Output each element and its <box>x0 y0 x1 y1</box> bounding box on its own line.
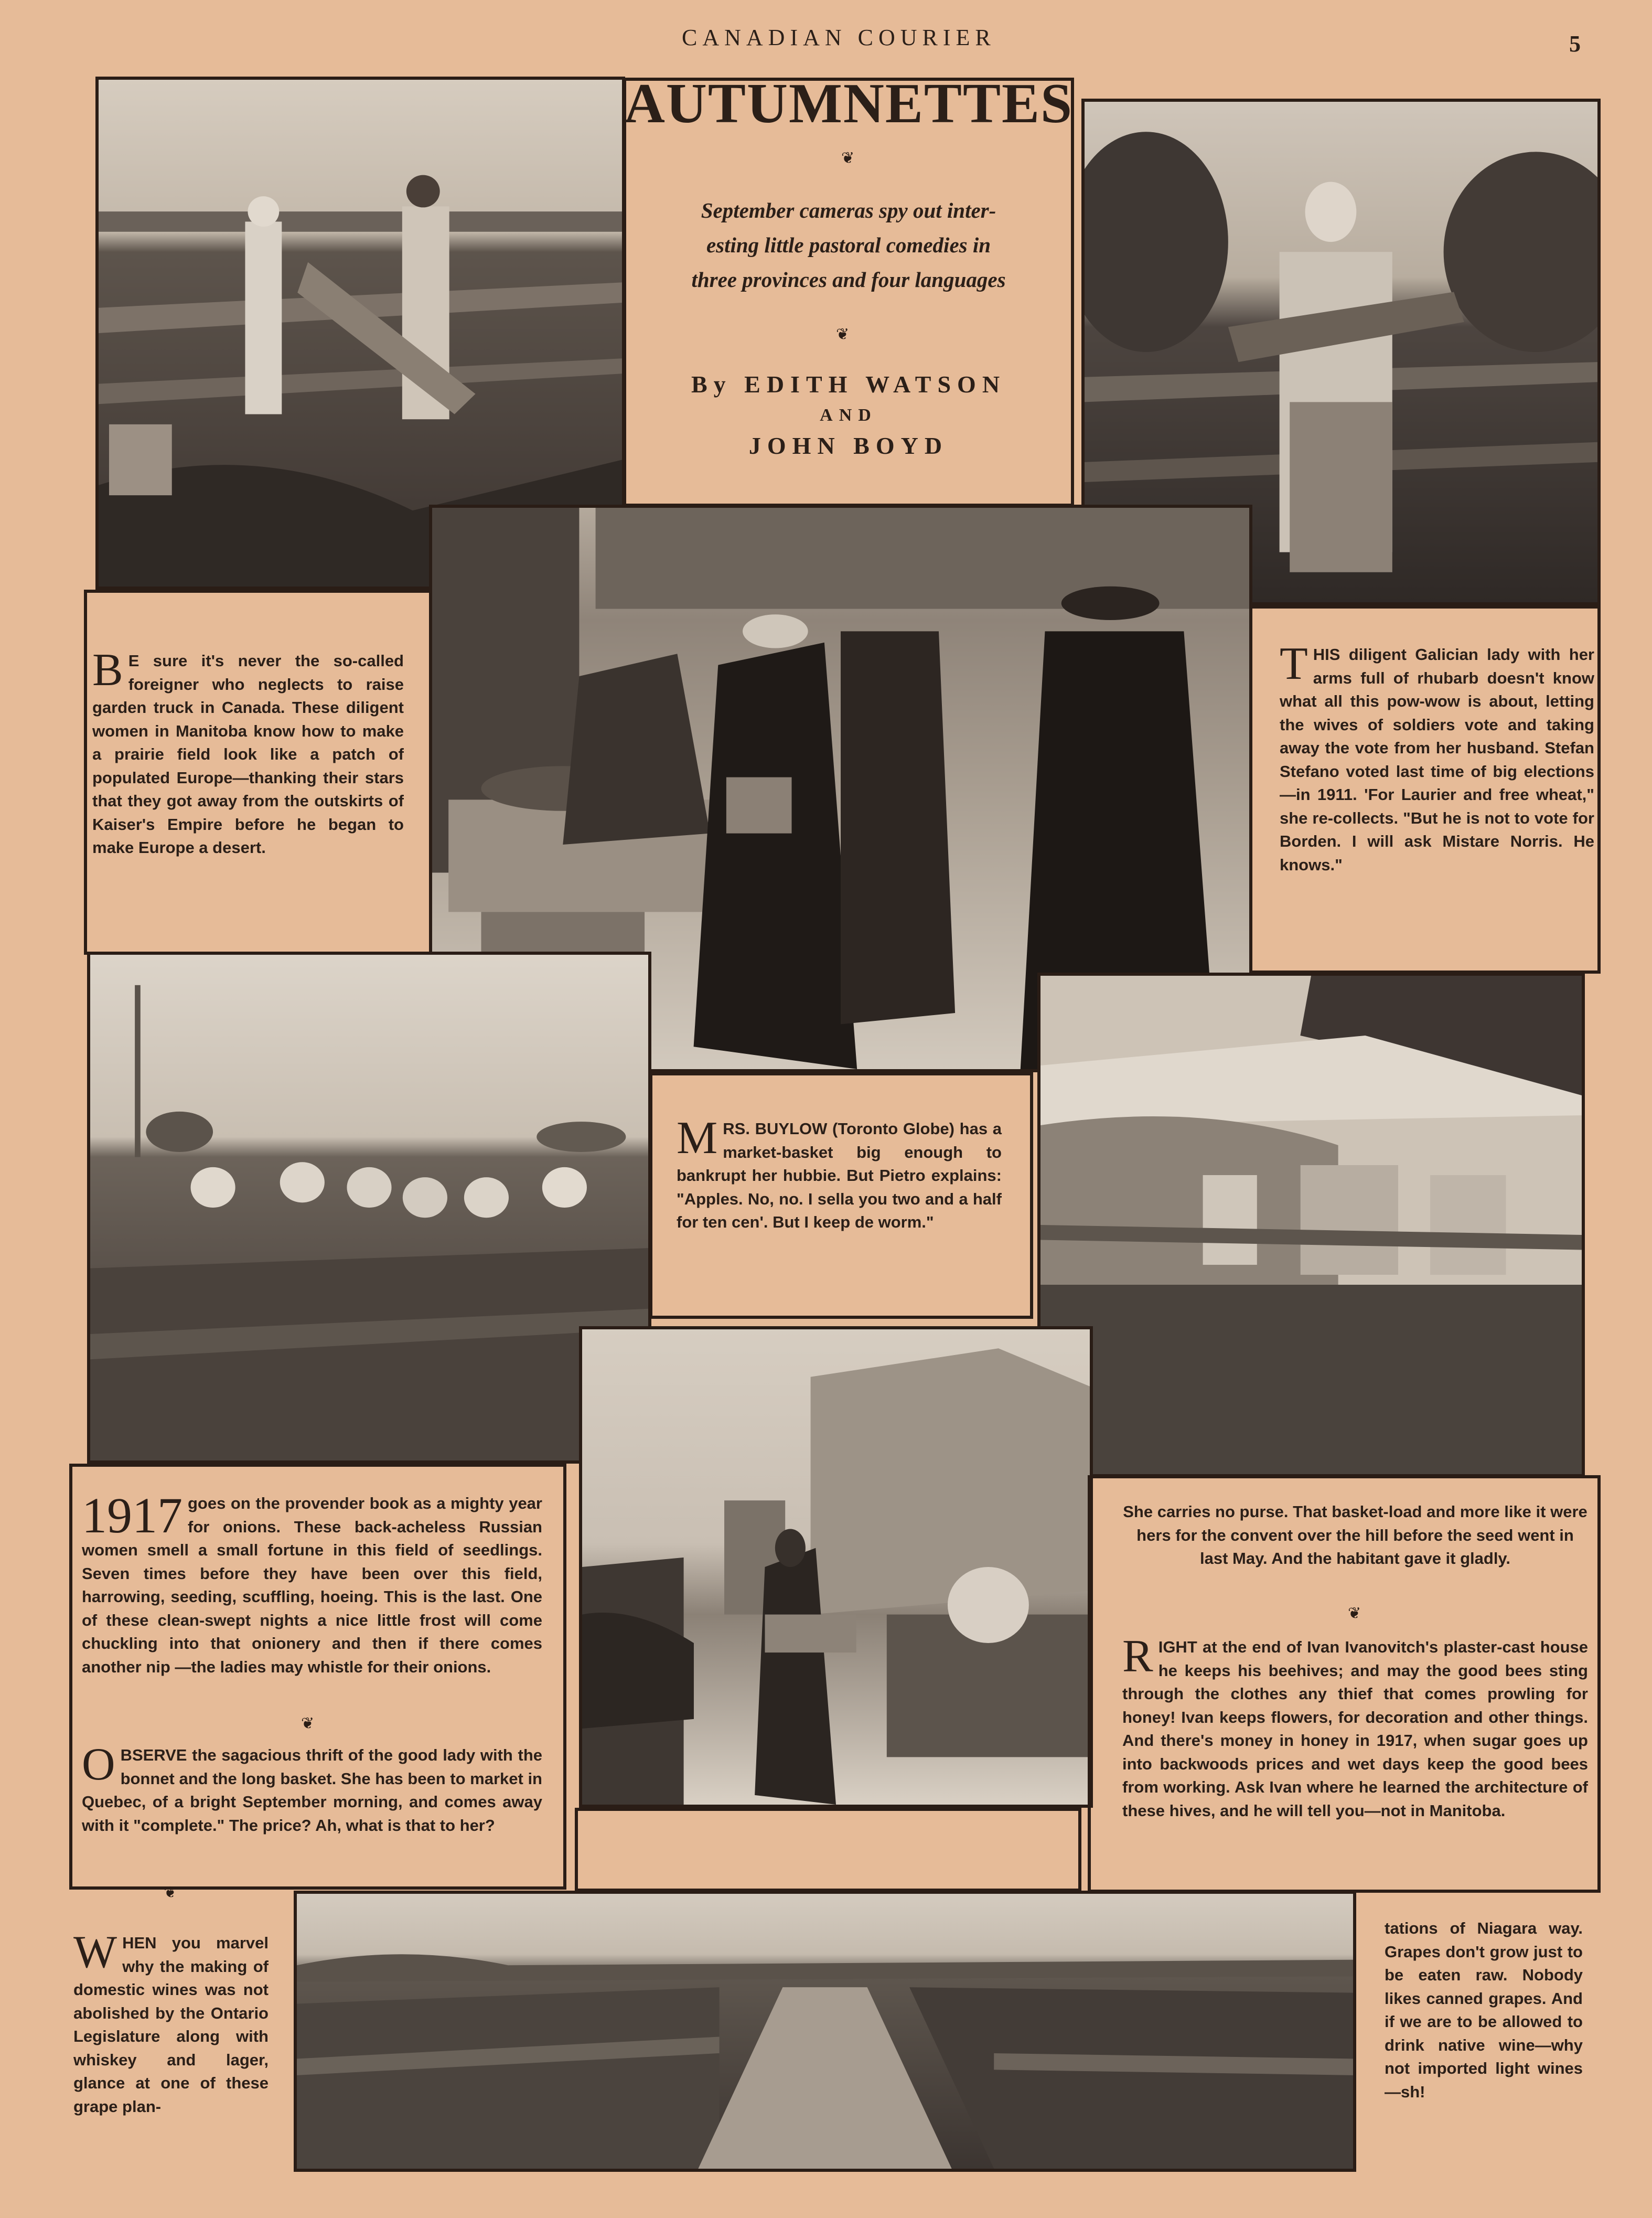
caption-lead: BSERVE <box>120 1746 187 1764</box>
dropcap: M <box>677 1113 718 1164</box>
byline-author-1: EDITH WATSON <box>744 371 1006 398</box>
dropcap-year: 1917 <box>82 1487 183 1543</box>
photo-quebec-market-street <box>579 1326 1093 1808</box>
dropcap: B <box>92 645 123 696</box>
ornament-icon: ❦ <box>301 1714 315 1733</box>
caption-body: goes on the provender book as a mighty year for onions. These back-acheless Russian women smell a small fortune in this field of seedlings. Seven times before they have been over this field, harrowing, seeding, scuffling, hoeing. This is the last. One of these clean-swept nights a nice little frost will come chuckling into that onionery and then if there comes another nip —the ladies may whistle for their onions. <box>82 1494 542 1676</box>
article-deck <box>635 193 1063 297</box>
photo-russian-women-onion-field <box>87 952 651 1464</box>
byline-and: AND <box>820 406 877 425</box>
caption-body: (Toronto Globe) has a market-basket big enough to bankrupt her hubbie. But Pietro explains: "Apples. No, no. I sella you two and a half for ten cen'. But I keep de worm." <box>677 1119 1002 1231</box>
caption-body: diligent Galician lady with her arms full of rhubarb doesn't know what all this pow-wow is about, letting the wives of soldiers vote and taking away the vote from her husband. Stefan Stefano voted last time of big elections—in 1911. 'For Laurier and free wheat," she re-collects. "But he is not to vote for Borden. I will ask Mistare Norris. He knows." <box>1280 645 1594 874</box>
caption-lead: HIS <box>1313 645 1340 664</box>
caption-body: sure it's never the so-called foreigner who neglects to raise garden truck in Canada. These diligent women in Manitoba know how to make a prairie field look like a patch of populated Europe—thanking their stars that they got away from the outskirts of Kaiser's Empire before he began to make Europe a desert. <box>92 652 404 857</box>
caption-wines-left <box>73 1927 269 2118</box>
photo-beehives-barn <box>1037 973 1585 1477</box>
caption-lead: RS. BUYLOW <box>723 1119 828 1138</box>
deck-line: September cameras spy out inter- <box>701 198 996 222</box>
caption-body: you marvel why the making of domestic wines was not abolished by the Ontario Legislature along with whiskey and lager, glance at one of these grape plan- <box>73 1934 269 2116</box>
caption-galician <box>1280 638 1594 877</box>
caption-wines-right: tations of Niagara way. Grapes don't grow just to be eaten raw. Nobody likes canned grapes. And if we are to be allowed to drink native wine—why not imported light wines—sh! <box>1385 1919 1583 2101</box>
caption-lead: IGHT <box>1158 1638 1197 1656</box>
ornament-icon: ❦ <box>841 149 855 167</box>
caption-body: the sagacious thrift of the good lady with the bonnet and the long basket. She has been to market in Quebec, of a bright September morning, and comes away with it "complete." The price? Ah, what is that to her? <box>82 1746 542 1835</box>
ornament-icon: ❦ <box>164 1883 177 1902</box>
deck-line: esting little pastoral comedies in <box>706 233 991 257</box>
dropcap: O <box>82 1739 115 1790</box>
caption-quebec <box>82 1739 542 1837</box>
byline-author-2: JOHN BOYD <box>748 432 949 459</box>
article-title: AUTUMNETTES <box>624 72 1074 135</box>
publication-name: CANADIAN COURIER <box>682 25 996 50</box>
caption-onions <box>82 1487 542 1679</box>
ornament-icon: ❦ <box>1348 1604 1361 1623</box>
dropcap: T <box>1280 638 1308 689</box>
caption-body: at the end of Ivan Ivanovitch's plaster-cast house he keeps his beehives; and may the good bees sting through the clothes any thief that comes prowling for honey! Ivan keeps flowers, for decoration and other things. And there's money in honey in 1917, when sugar goes up into backwoods prices and wet days keep the good bees from working. Ask Ivan where he learned the architecture of these hives, and he will tell you—not in Manitoba. <box>1122 1638 1588 1820</box>
deck-line: three provinces and four languages <box>691 268 1006 292</box>
caption-buylow <box>677 1113 1002 1234</box>
photo-niagara-vineyard <box>294 1891 1356 2172</box>
caption-manitoba <box>92 645 404 860</box>
caption-bees <box>1122 1631 1588 1822</box>
caption-lead: HEN <box>122 1934 157 1952</box>
page-number: 5 <box>1569 31 1581 57</box>
dropcap: R <box>1122 1631 1153 1682</box>
byline <box>623 370 1074 460</box>
caption-lead: E <box>128 652 140 670</box>
ornament-icon: ❦ <box>836 325 850 344</box>
caption-purse: She carries no purse. That basket-load and more like it were hers for the convent over the hill before the seed went in last May. And the habitant gave it gladly. <box>1123 1502 1587 1567</box>
dropcap: W <box>73 1927 117 1978</box>
empty-panel <box>575 1808 1081 1892</box>
byline-by: By <box>691 371 732 398</box>
